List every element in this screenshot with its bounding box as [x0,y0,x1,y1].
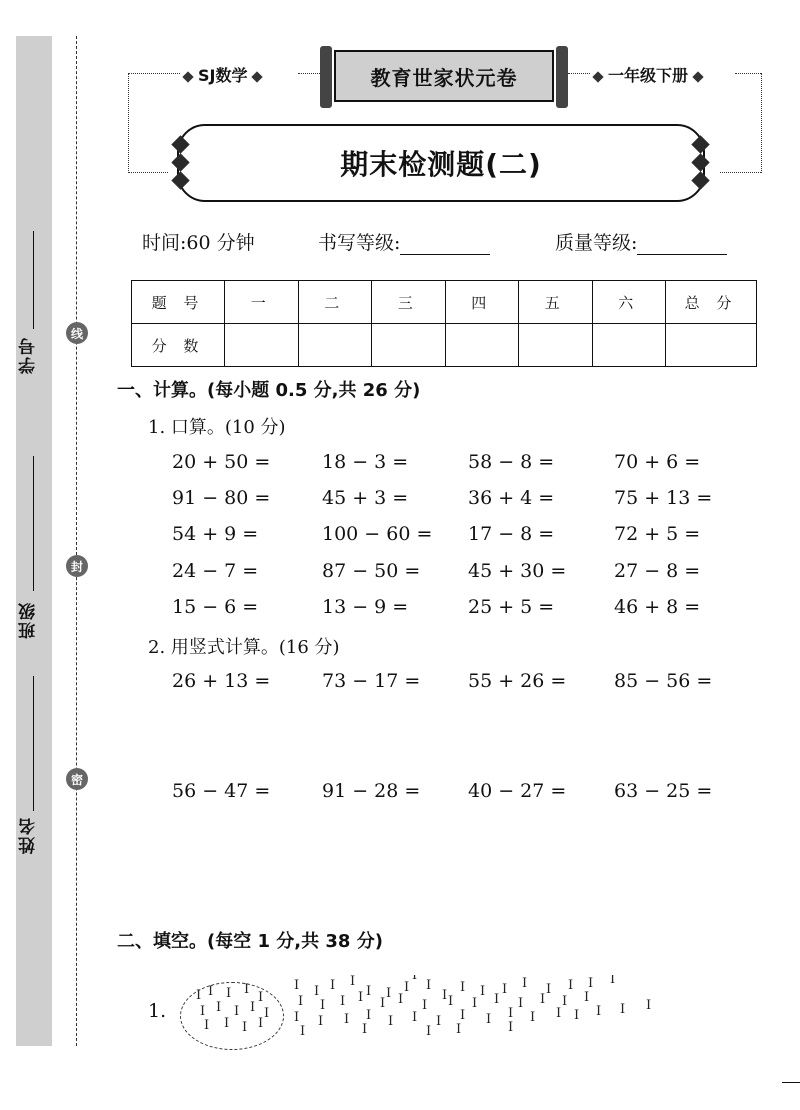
item1-label: 1. [148,1000,167,1022]
svg-text:I: I [480,984,486,999]
series-title: 教育世家状元卷 [334,50,554,102]
cut-line [76,36,77,1046]
svg-text:I: I [556,1006,562,1021]
counting-sticks-icon [190,975,670,1055]
writing-grade: 书写等级: [318,228,490,255]
header-dotline-rc [568,73,590,74]
time-limit: 时间:60 分钟 [142,232,255,254]
section2-title: 二、填空。(每空 1 分,共 38 分) [117,931,383,952]
problem: 45 + 3 = [322,487,409,509]
score-cell[interactable] [519,324,593,367]
svg-text:I: I [610,975,616,987]
svg-text:I: I [530,1010,536,1025]
svg-text:I: I [300,1024,306,1039]
table-row-label: 分 数 [132,324,225,367]
svg-text:I: I [320,998,326,1013]
svg-text:I: I [456,1022,462,1037]
svg-text:I: I [366,984,372,999]
vertical-problem: 91 − 28 = [322,780,421,802]
part1-title: 1. 口算。(10 分) [148,417,286,438]
svg-text:I: I [224,1016,230,1031]
class-line [33,456,34,591]
table-header-cell: 五 [519,281,593,324]
class-label: 班级 [19,601,39,639]
score-cell[interactable] [666,324,757,367]
subject-label: SJ数学 [178,63,267,86]
header-dotline-right-b [720,172,761,173]
svg-text:I: I [620,1002,626,1017]
svg-text:I: I [388,1014,394,1029]
vertical-problem: 56 − 47 = [172,780,271,802]
seal-seal: 封 [66,555,88,577]
svg-text:I: I [294,1010,300,1025]
svg-text:I: I [436,1014,442,1029]
svg-text:I: I [250,1000,256,1015]
binding-strip [16,36,52,1046]
svg-text:I: I [584,990,590,1005]
table-header-cell: 六 [592,281,666,324]
vertical-problem: 55 + 26 = [468,670,567,692]
svg-text:I: I [294,978,300,993]
problem: 13 − 9 = [322,596,409,618]
problem: 20 + 50 = [172,451,271,473]
series-title-scroll [320,46,568,108]
svg-text:I: I [386,986,392,1001]
banner-diamonds-right [694,138,707,192]
header-dotline-lc [298,73,322,74]
svg-text:I: I [422,998,428,1013]
svg-text:I: I [200,1004,206,1019]
quality-grade: 质量等级: [555,228,727,255]
diamond-icon [592,71,603,82]
writing-grade-blank[interactable] [400,234,490,255]
problem: 24 − 7 = [172,560,259,582]
svg-text:I: I [412,1010,418,1025]
problem: 46 + 8 = [614,596,701,618]
svg-text:I: I [426,1024,432,1039]
svg-text:I: I [562,994,568,1009]
problem: 91 − 80 = [172,487,271,509]
svg-text:I: I [426,978,432,993]
problem: 27 − 8 = [614,560,701,582]
problem: 58 − 8 = [468,451,555,473]
svg-text:I: I [362,1022,368,1037]
part2-title: 2. 用竖式计算。(16 分) [148,637,340,658]
svg-text:I: I [216,1000,222,1015]
seal-secret: 密 [66,768,88,790]
header-dotline-right [735,73,761,74]
svg-text:I: I [242,1020,248,1035]
svg-text:I: I [472,996,478,1011]
svg-text:I: I [460,980,466,995]
student-id-line [33,231,34,329]
table-row [132,324,757,367]
header-dotline-left-b [128,172,168,173]
scroll-roller-left [320,46,332,108]
svg-text:I: I [448,994,454,1009]
vertical-problem: 26 + 13 = [172,670,271,692]
page-title: 期末检测题(二) [340,148,542,181]
name-label: 姓名 [19,816,39,854]
score-cell[interactable] [298,324,372,367]
problem: 18 − 3 = [322,451,409,473]
diamond-icon [692,71,703,82]
problem: 100 − 60 = [322,523,433,545]
page-edge-mark [782,1082,800,1083]
problem: 87 − 50 = [322,560,421,582]
diamond-icon [182,71,193,82]
problem: 15 − 6 = [172,596,259,618]
problem: 75 + 13 = [614,487,713,509]
problem: 17 − 8 = [468,523,555,545]
svg-text:I: I [412,975,418,983]
table-header-cell: 三 [372,281,446,324]
problem: 70 + 6 = [614,451,701,473]
svg-text:I: I [546,982,552,997]
svg-text:I: I [508,1006,514,1021]
score-table [131,280,757,367]
svg-text:I: I [574,1008,580,1023]
svg-text:I: I [596,1004,602,1019]
header-dotline-left-v [128,73,129,173]
svg-text:I: I [540,992,546,1007]
counting-sticks-figure [190,975,670,1055]
svg-text:I: I [486,1012,492,1027]
svg-text:I: I [330,978,336,993]
table-header-cell: 一 [225,281,299,324]
quality-grade-blank[interactable] [637,234,727,255]
table-row [132,281,757,324]
svg-text:I: I [494,992,500,1007]
vertical-problem: 63 − 25 = [614,780,713,802]
svg-text:I: I [264,1006,270,1021]
table-header-cell: 题 号 [132,281,225,324]
diamond-icon [252,71,263,82]
svg-text:I: I [196,988,202,1003]
svg-text:I: I [398,992,404,1007]
problem: 25 + 5 = [468,596,555,618]
svg-text:I: I [350,975,356,989]
svg-text:I: I [588,976,594,991]
svg-text:I: I [518,996,524,1011]
svg-text:I: I [568,978,574,993]
svg-text:I: I [404,980,410,995]
svg-text:I: I [344,1012,350,1027]
student-id-label: 学号 [19,336,39,374]
score-cell[interactable] [225,324,299,367]
svg-text:I: I [298,994,304,1009]
svg-text:I: I [366,1008,372,1023]
seal-line: 线 [66,322,88,344]
svg-text:I: I [208,984,214,999]
svg-text:I: I [646,998,652,1013]
svg-text:I: I [314,984,320,999]
svg-text:I: I [442,988,448,1003]
header-dotline-right-v [761,73,762,173]
problem: 72 + 5 = [614,523,701,545]
scroll-roller-right [556,46,568,108]
svg-text:I: I [502,982,508,997]
svg-text:I: I [226,986,232,1001]
vertical-problem: 85 − 56 = [614,670,713,692]
svg-text:I: I [460,1008,466,1023]
table-header-cell: 总 分 [666,281,757,324]
problem: 36 + 4 = [468,487,555,509]
header-dotline-left [128,73,180,74]
vertical-problem: 73 − 17 = [322,670,421,692]
banner-diamonds-left [174,138,187,192]
vertical-problem: 40 − 27 = [468,780,567,802]
score-cell[interactable] [372,324,446,367]
svg-text:I: I [522,976,528,991]
name-line [33,676,34,811]
svg-text:I: I [244,982,250,997]
svg-text:I: I [234,1004,240,1019]
table-header-cell: 四 [445,281,519,324]
section1-title: 一、计算。(每小题 0.5 分,共 26 分) [117,380,421,401]
score-cell[interactable] [592,324,666,367]
svg-text:I: I [258,1016,264,1031]
table-header-cell: 二 [298,281,372,324]
score-cell[interactable] [445,324,519,367]
svg-text:I: I [358,990,364,1005]
svg-text:I: I [340,994,346,1009]
svg-text:I: I [318,1014,324,1029]
svg-text:I: I [204,1018,210,1033]
grade-label: 一年级下册 [588,63,708,86]
svg-text:I: I [258,990,264,1005]
svg-text:I: I [508,1020,514,1035]
svg-text:I: I [380,996,386,1011]
problem: 45 + 30 = [468,560,567,582]
problem: 54 + 9 = [172,523,259,545]
